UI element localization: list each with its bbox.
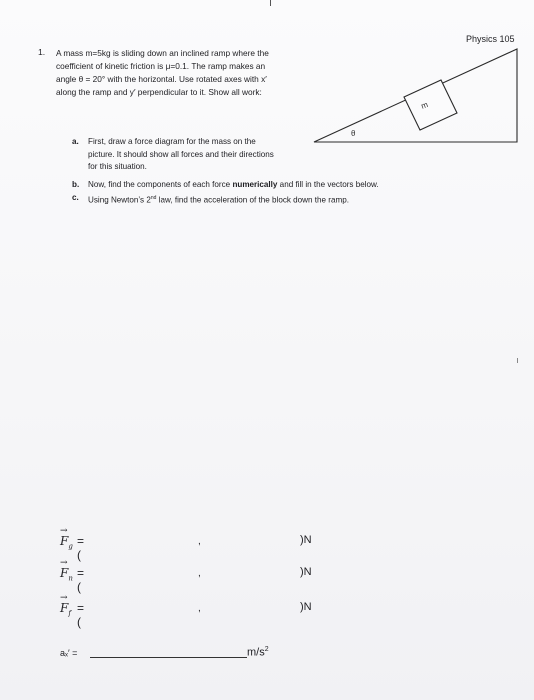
- friction-force-unit: )N: [300, 601, 312, 613]
- friction-force-open: = (: [77, 601, 85, 629]
- gravity-force-symbol: → $F_g$: [60, 526, 73, 551]
- vector-arrow-icon: →: [60, 526, 68, 536]
- gravity-force-open: = (: [77, 534, 85, 562]
- normal-force-comma: ,: [198, 568, 201, 579]
- part-c-text-end: law, find the acceleration of the block down the ramp.: [156, 195, 349, 205]
- normal-force-unit: )N: [300, 566, 312, 578]
- angle-label: θ: [351, 129, 356, 138]
- part-a-label: a.: [72, 137, 79, 146]
- part-c-label: c.: [72, 193, 79, 202]
- part-c-superscript: nd: [150, 195, 157, 201]
- course-title: Physics 105: [466, 34, 515, 44]
- part-b-emphasis: numerically: [232, 180, 278, 189]
- page-mark-right: [517, 358, 518, 363]
- vector-arrow-icon: →: [60, 593, 68, 603]
- acceleration-label: aₓ′ =: [60, 648, 78, 658]
- vector-arrow-icon: →: [60, 558, 68, 568]
- normal-force-open: = (: [77, 566, 85, 594]
- mass-label: m: [419, 99, 430, 111]
- acceleration-answer-line[interactable]: [90, 657, 247, 658]
- part-b-text: Now, find the components of each force: [88, 180, 233, 189]
- normal-force-symbol: → $F_n$: [60, 558, 73, 583]
- question-line: A mass m=5kg is sliding down an inclined ramp where the: [56, 48, 269, 58]
- friction-force-symbol: → $F_f$: [60, 593, 71, 618]
- part-b-label: b.: [72, 180, 80, 189]
- friction-force-comma: ,: [198, 603, 201, 614]
- question-number: 1.: [38, 47, 46, 57]
- part-a-line: for this situation.: [88, 162, 147, 171]
- part-a-line: picture. It should show all forces and their directions: [88, 149, 274, 159]
- gravity-force-comma: ,: [198, 536, 201, 547]
- part-b-text-end: and fill in the vectors below.: [277, 180, 379, 189]
- acceleration-unit: $m/s^2$: [247, 646, 269, 659]
- mass-block: [404, 80, 457, 130]
- question-line: angle θ = 20° with the horizontal. Use rotated axes with x′: [56, 74, 267, 84]
- question-text: [56, 47, 301, 99]
- ramp-diagram[interactable]: [300, 38, 525, 153]
- question-line: along the ramp and y′ perpendicular to it. Show all work:: [56, 87, 262, 97]
- question-line: coefficient of kinetic friction is μ=0.1. The ramp makes an: [56, 61, 266, 71]
- gravity-force-unit: )N: [300, 534, 312, 546]
- part-c-text: Using Newton’s 2: [88, 195, 151, 205]
- part-a-line: First, draw a force diagram for the mass on the: [88, 137, 256, 146]
- page-mark-top: [270, 0, 271, 6]
